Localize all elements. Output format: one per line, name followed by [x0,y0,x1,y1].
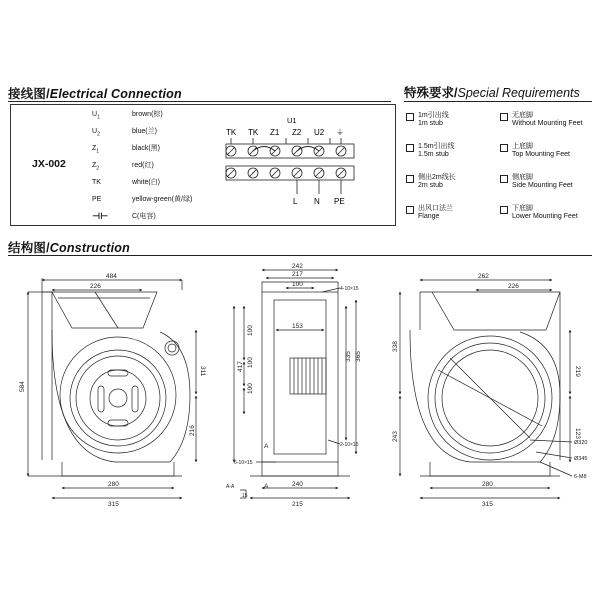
wire-code: $U_2$ [92,128,100,138]
dim-front-311: 311 [199,366,206,377]
dim-side-417: 417 [237,361,244,372]
terminal-row-bottom [226,166,354,180]
terminal-top-label: TK [248,128,259,137]
front-view [28,278,196,498]
construction-title-rule [8,255,592,256]
dim-back-280: 280 [482,481,493,488]
option-label: 侧出2m线长 2m stub [418,174,456,189]
dim-front-216: 216 [189,425,196,436]
model-label: JX-002 [32,158,66,170]
option-checkbox[interactable] [500,206,508,214]
wire-description: C(电容) [132,213,156,220]
dim-front-226: 226 [90,283,101,290]
wire-code: $Z_1$ [92,145,100,155]
option-label: 1m引出线 1m stub [418,112,449,127]
dim-side-holes-top: 4-10×15 [340,286,359,292]
dim-side-100-b: 100 [247,357,254,368]
dim-front-484: 484 [106,273,117,280]
section-marker-a-bottom: A [264,483,269,490]
dim-side-100-top: 100 [292,281,303,288]
wire-code: TK [92,179,101,186]
dim-side-242: 242 [292,263,303,270]
dim-front-315: 315 [108,501,119,508]
dim-back-315: 315 [482,501,493,508]
dim-side-240: 240 [292,481,303,488]
dim-side-153: 153 [292,323,303,330]
option-checkbox[interactable] [406,144,414,152]
option-label: 下底脚 Lower Mounting Feet [512,205,578,220]
dim-back-226: 226 [508,283,519,290]
dim-back-262: 262 [478,273,489,280]
dim-side-100-a: 100 [247,325,254,336]
option-checkbox[interactable] [406,113,414,121]
terminal-label-u1: U1 [287,116,297,125]
dim-back-6m8: 6-M8 [574,474,587,480]
dim-side-100-c: 100 [247,383,254,394]
wire-description: black(黑) [132,145,161,152]
option-label: 无底脚 Without Mounting Feet [512,112,583,127]
option-checkbox[interactable] [500,144,508,152]
dim-side-365: 365 [355,351,362,362]
section-marker-a-top: A [264,443,269,450]
dim-back-219: 219 [574,366,581,377]
dim-side-holes-bottom: 6-10×15 [234,460,253,466]
terminal-bottom-label: PE [334,197,345,206]
terminal-top-label: TK [226,128,237,137]
terminal-top-label: Z1 [270,128,280,137]
wire-description: white(白) [132,179,161,186]
dim-front-280: 280 [108,481,119,488]
dim-back-d320: Ø320 [574,440,588,446]
section-label-aa: A-A [226,484,235,490]
terminal-top-label: U2 [314,128,325,137]
option-label: 侧底脚 Side Mounting Feet [512,174,573,189]
dim-side-215: 215 [292,501,303,508]
terminal-bottom-label: N [314,197,320,206]
electrical-title-rule [8,101,391,102]
option-label: 出风口法兰 Flange [418,205,453,220]
dim-back-338: 338 [392,341,399,352]
dim-side-holes-mid: 2-10×15 [340,442,359,448]
dim-back-243: 243 [392,431,399,442]
wire-code: $Z_2$ [92,162,100,172]
terminal-top-labels [226,128,344,137]
construction-title: 结构图/Construction [8,241,130,255]
wire-code: PE [92,196,102,203]
wire-code: ⊣⊢ [92,211,109,221]
wire-description: brown(棕) [132,111,163,118]
dim-back-d345: Ø345 [574,456,588,462]
option-checkbox[interactable] [500,113,508,121]
terminal-bottom-label: L [293,197,298,206]
dim-side-217: 217 [292,271,303,278]
wire-code: $U_1$ [92,111,100,121]
option-label: 上底脚 Top Mounting Feet [512,143,570,158]
wire-description: red(红) [132,162,154,169]
option-checkbox[interactable] [500,175,508,183]
option-checkbox[interactable] [406,175,414,183]
wire-description: blue(兰) [132,128,157,135]
dim-side-15: 15 [242,493,248,499]
terminal-row-top [226,144,354,158]
special-title: 特殊要求/Special Requirements [404,86,580,100]
option-checkbox[interactable] [406,206,414,214]
terminal-top-label: Z2 [292,128,302,137]
back-view [400,280,572,498]
dim-front-584: 584 [19,381,26,392]
special-title-rule [404,101,592,102]
wire-description: yellow-green(黄/绿) [132,196,193,203]
terminal-diagram [222,108,392,216]
option-label: 1.5m引出线 1.5m stub [418,143,455,158]
dim-side-335: 335 [345,351,352,362]
dim-back-123: 123 [574,428,581,439]
terminal-bottom-labels [293,197,345,206]
construction-drawing [0,258,600,508]
electrical-title: 接线图/Electrical Connection [8,87,182,101]
terminal-top-label: ⏚ [336,128,344,137]
